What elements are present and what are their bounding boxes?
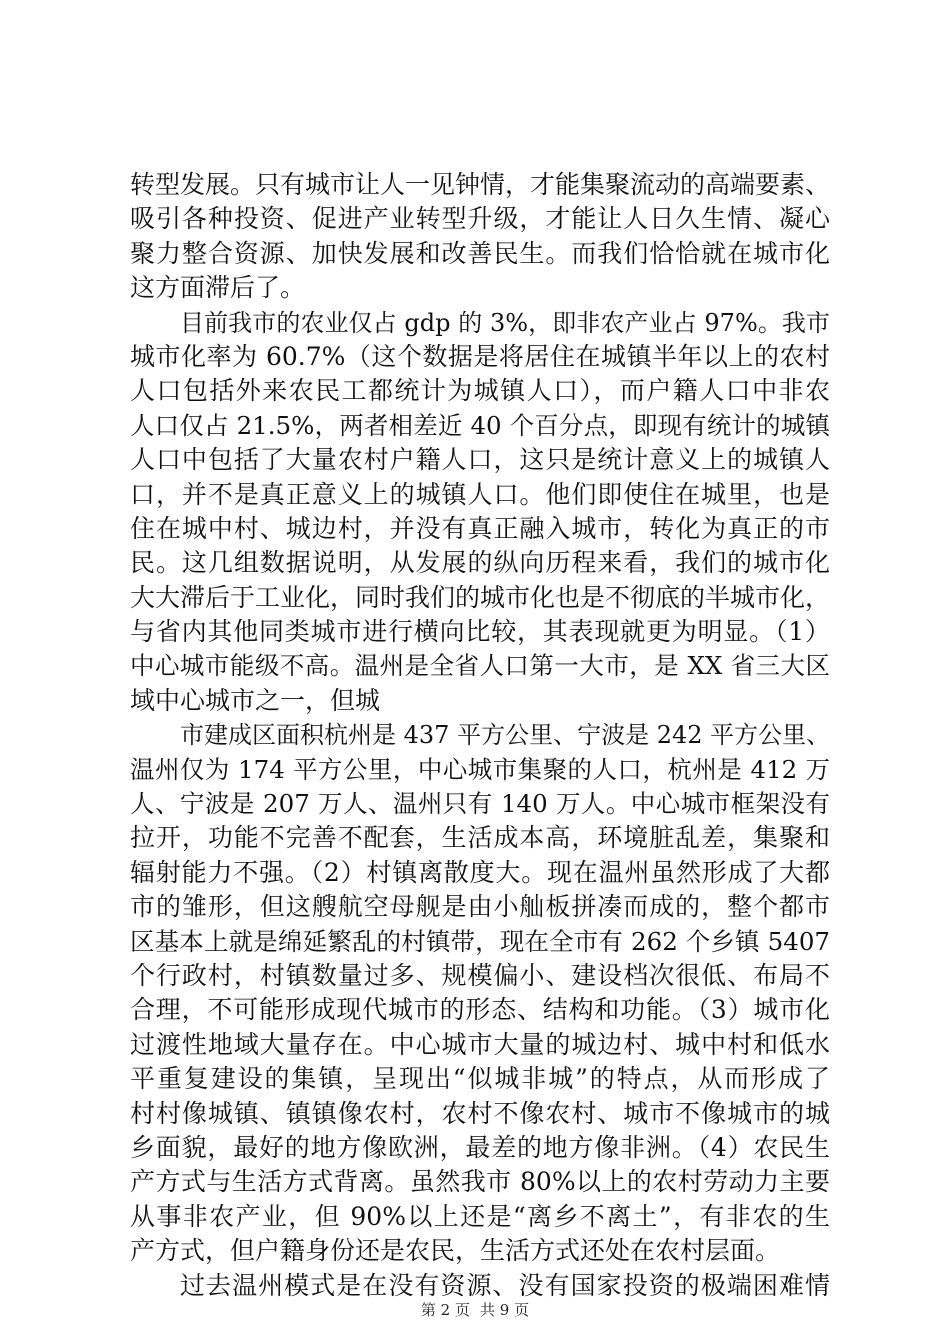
text-line: 城市化率为 60.7%（这个数据是将居住在城镇半年以上的农村 [130, 341, 830, 371]
text-line: 大大滞后于工业化，同时我们的城市化也是不彻底的半城市化， [130, 582, 831, 612]
text-line: 目前我市的农业仅占 gdp 的 3%，即非农产业占 97%。我市 [180, 308, 830, 337]
text-line: 住在城中村、城边村，并没有真正融入城市，转化为真正的市 [130, 513, 830, 543]
page-total: 共 9 页 [480, 1301, 530, 1319]
text-line: 市的雏形，但这艘航空母舰是由小舢板拼凑而成的，整个都市 [130, 892, 830, 922]
text-line: 村村像城镇、镇镇像农村，农村不像农村、城市不像城市的城 [130, 1098, 830, 1128]
text-line: 拉开，功能不完善不配套，生活成本高，环境脏乱差，集聚和 [130, 823, 830, 853]
text-line: 平重复建设的集镇，呈现出“似城非城”的特点，从而形成了 [130, 1064, 830, 1094]
text-line: 过渡性地域大量存在。中心城市大量的城边村、城中村和低水 [130, 1029, 830, 1059]
text-line: 辐射能力不强。（2）村镇离散度大。现在温州虽然形成了大都 [130, 857, 830, 887]
text-line: 产方式，但户籍身份还是农民，生活方式还处在农村层面。 [130, 1236, 781, 1266]
page-number: 第 2 页 [420, 1301, 470, 1319]
text-line: 这方面滞后了。 [130, 273, 306, 303]
text-line: 过去温州模式是在没有资源、没有国家投资的极端困难情 [180, 1270, 830, 1300]
text-line: 聚力整合资源、加快发展和改善民生。而我们恰恰就在城市化 [130, 238, 830, 268]
text-line: 转型发展。只有城市让人一见钟情，才能集聚流动的高端要素、 [130, 170, 831, 199]
text-line: 人口仅占 21.5%，两者相差近 40 个百分点，即现有统计的城镇 [130, 410, 830, 440]
page-footer [0, 1300, 950, 1320]
text-line: 产方式与生活方式背离。虽然我市 80%以上的农村劳动力主要 [130, 1167, 830, 1197]
text-line: 口，并不是真正意义上的城镇人口。他们即使住在城里，也是 [130, 479, 830, 509]
text-line: 民。这几组数据说明，从发展的纵向历程来看，我们的城市化 [130, 548, 830, 578]
text-line: 市建成区面积杭州是 437 平方公里、宁波是 242 平方公里、 [180, 721, 831, 750]
text-line: 域中心城市之一，但城 [130, 685, 381, 715]
document-body [130, 168, 830, 1303]
text-line: 个行政村，村镇数量过多、规模偏小、建设档次很低、布局不 [130, 960, 830, 990]
text-line: 人口包括外来农民工都统计为城镇人口），而户籍人口中非农 [130, 376, 830, 406]
text-line: 人、宁波是 207 万人、温州只有 140 万人。中心城市框架没有 [130, 789, 830, 819]
text-line: 从事非农产业，但 90%以上还是“离乡不离土”，有非农的生 [130, 1201, 830, 1231]
text-line: 与省内其他同类城市进行横向比较，其表现就更为明显。（1） [130, 617, 830, 647]
text-line: 区基本上就是绵延繁乱的村镇带，现在全市有 262 个乡镇 5407 [130, 926, 830, 956]
text-line: 中心城市能级不高。温州是全省人口第一大市，是 XX 省三大区 [130, 651, 830, 681]
text-line: 合理，不可能形成现代城市的形态、结构和功能。（3）城市化 [130, 995, 830, 1025]
text-line: 温州仅为 174 平方公里，中心城市集聚的人口，杭州是 412 万 [130, 754, 830, 784]
text-line: 吸引各种投资、促进产业转型升级，才能让人日久生情、凝心 [130, 204, 830, 234]
text-line: 乡面貌，最好的地方像欧洲，最差的地方像非洲。（4）农民生 [130, 1132, 830, 1162]
text-line: 人口中包括了大量农村户籍人口，这只是统计意义上的城镇人 [130, 445, 830, 475]
